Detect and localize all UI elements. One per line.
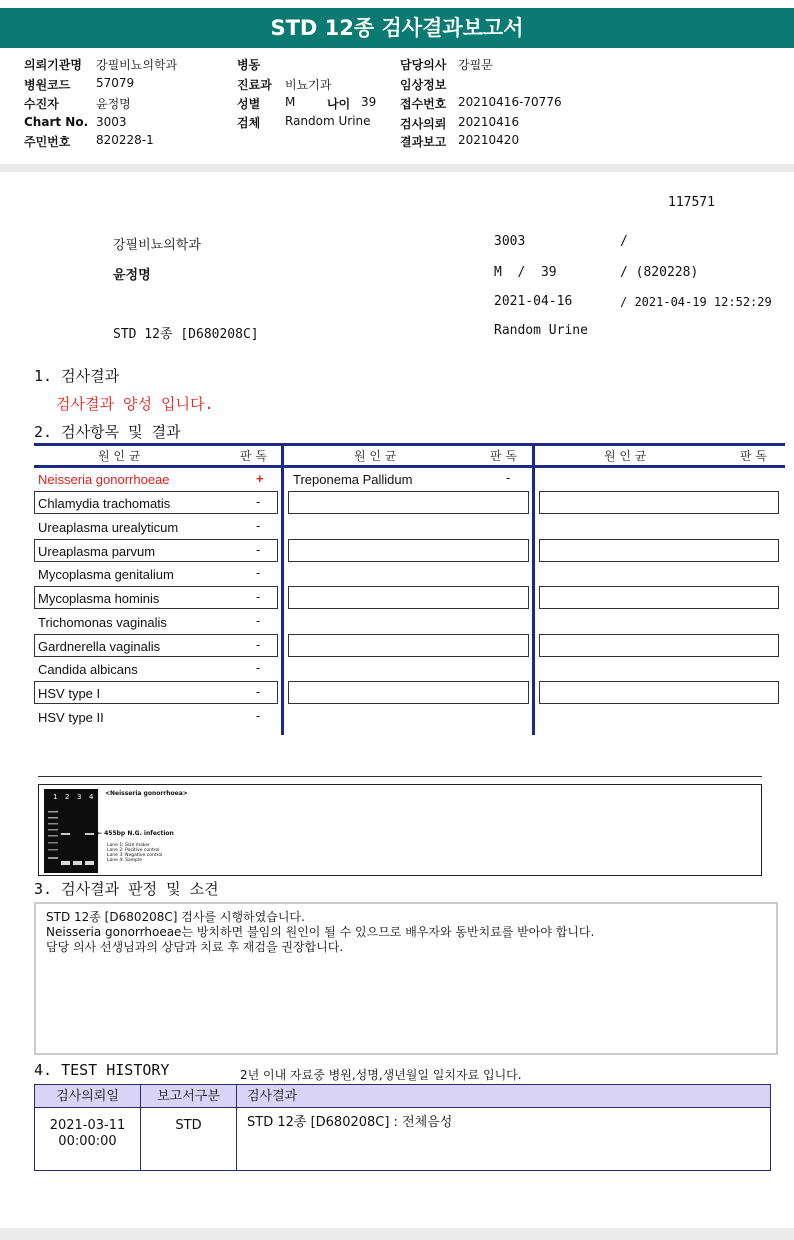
- history-date-cell: [35, 1108, 141, 1171]
- gel-title: <Neisseria gonorrhoea>: [105, 790, 188, 797]
- report-header: [0, 0, 794, 160]
- history-type: STD: [141, 1108, 237, 1171]
- header-label: 결과보고: [400, 135, 447, 149]
- header-divider: [0, 164, 794, 172]
- pathogen-result: -: [256, 518, 261, 533]
- pathogen-name: Gardnerella vaginalis: [38, 639, 161, 654]
- report-datetime: / 2021-04-19 12:52:29: [620, 295, 772, 309]
- section4-title: 4. TEST HISTORY: [34, 1061, 170, 1079]
- table-row: [288, 634, 529, 657]
- table-row: [539, 634, 779, 657]
- header-label: 의뢰기관명: [24, 58, 82, 72]
- header-label: 진료과: [237, 78, 272, 92]
- header-value: 57079: [96, 76, 135, 90]
- pathogen-name: Trichomonas vaginalis: [38, 615, 167, 630]
- pathogen-name: Mycoplasma genitalium: [38, 567, 174, 582]
- gel-bands: [44, 789, 98, 873]
- result-message: 검사결과 양성 입니다.: [56, 395, 214, 413]
- patient-birth: / (820228): [620, 265, 699, 280]
- gel-image-frame: [38, 784, 762, 876]
- header-label: 수진자: [24, 97, 59, 111]
- table-row: [35, 1108, 771, 1171]
- pathogen-result: -: [256, 494, 261, 509]
- pathogen-name: Ureaplasma urealyticum: [38, 520, 179, 535]
- pathogen-result: -: [256, 589, 261, 604]
- history-header-row: [35, 1085, 771, 1108]
- table-row: [288, 539, 529, 562]
- pathogen-name: Chlamydia trachomatis: [38, 496, 171, 511]
- header-value: 3003: [96, 115, 127, 129]
- clinic-name: 강필비뇨의학과: [113, 238, 201, 253]
- separator-slash: /: [620, 234, 628, 249]
- table-col-divider: [532, 443, 535, 735]
- table-row: [539, 681, 779, 704]
- pathogen-name: Mycoplasma hominis: [38, 591, 160, 606]
- gel-legend: [107, 843, 162, 863]
- gel-legend-item: Lane 2: Positive control: [107, 848, 160, 853]
- gel-legend-item: Lane 3: Negative control: [107, 853, 163, 858]
- gel-legend-item: Lane 4: Sample: [107, 858, 142, 863]
- header-label: Chart No.: [24, 115, 89, 129]
- header-value: 20210416-70776: [458, 95, 562, 109]
- pathogen-name: Candida albicans: [38, 662, 138, 677]
- history-date: 2021-03-11: [49, 1118, 126, 1133]
- section3-title: 3. 검사결과 판정 및 소견: [34, 880, 219, 898]
- history-col-header: 검사의뢰일: [35, 1085, 141, 1108]
- header-label: 나이: [327, 97, 351, 111]
- specimen-type: Random Urine: [494, 323, 588, 338]
- header-value: 20210420: [458, 133, 520, 147]
- report-title: STD 12종 검사결과보고서: [0, 8, 794, 48]
- gel-lane-label: 1: [53, 793, 58, 801]
- header-label: 병동: [237, 58, 261, 72]
- gel-top-rule: [38, 776, 762, 777]
- header-value: 강필비뇨의학과: [96, 58, 178, 72]
- patient-sex-age: M / 39: [494, 265, 557, 280]
- chart-number: 3003: [494, 234, 526, 249]
- pathogen-result: -: [256, 684, 261, 699]
- header-label: 임상정보: [400, 78, 447, 92]
- pathogen-result: -: [256, 565, 261, 580]
- header-label: 접수번호: [400, 97, 447, 111]
- table-row: [288, 491, 529, 514]
- gel-band-label: ← 455bp N.G. infection: [97, 830, 174, 837]
- pathogen-result: -: [256, 542, 261, 557]
- pathogen-result: -: [506, 470, 511, 485]
- pathogen-name: HSV type II: [38, 710, 104, 725]
- gel-lane-label: 4: [89, 793, 94, 801]
- table-row: [539, 586, 779, 609]
- header-label: 성별: [237, 97, 261, 111]
- gel-lane-label: 3: [77, 793, 82, 801]
- report-id: 117571: [668, 195, 715, 210]
- header-value: 39: [361, 95, 377, 109]
- test-name: STD 12종 [D680208C]: [113, 327, 259, 342]
- column-header-pathogen: 원 인 균: [604, 449, 647, 463]
- gel-lane-label: 2: [65, 793, 70, 801]
- header-label: 검사의뢰: [400, 117, 447, 131]
- header-value: Random Urine: [285, 114, 371, 128]
- gel-legend-item: Lane 1: Size maker: [107, 843, 150, 848]
- finding-line: Neisseria gonorrhoeae는 방치하면 불임의 원인이 될 수 있으므로 배우자와 동반치료를 받아야 합니다.: [46, 925, 595, 939]
- findings-box: [34, 902, 778, 1055]
- history-col-header: 보고서구분: [141, 1085, 237, 1108]
- pathogen-name: Ureaplasma parvum: [38, 544, 156, 559]
- table-row: [539, 491, 779, 514]
- table-row: [288, 681, 529, 704]
- header-value: 윤정명: [96, 97, 131, 111]
- pathogen-result: -: [256, 613, 261, 628]
- column-header-result: 판 독: [240, 449, 267, 463]
- history-col-header: 검사결과: [237, 1085, 771, 1108]
- pathogen-name: Neisseria gonorrhoeae: [38, 472, 170, 487]
- column-header-pathogen: 원 인 균: [98, 449, 141, 463]
- table-row: [288, 586, 529, 609]
- header-value: 비뇨기과: [285, 78, 332, 92]
- header-label: 주민번호: [24, 135, 71, 149]
- receipt-date: 2021-04-16: [494, 294, 573, 309]
- header-label: 병원코드: [24, 78, 71, 92]
- gel-image: [44, 789, 98, 873]
- section1-title: 1. 검사결과: [34, 367, 120, 385]
- column-header-pathogen: 원 인 균: [354, 449, 397, 463]
- pathogen-result: +: [256, 471, 264, 486]
- column-header-result: 판 독: [490, 449, 517, 463]
- header-value: 20210416: [458, 115, 520, 129]
- table-top-rule: [34, 443, 785, 446]
- footer-band: [0, 1228, 794, 1240]
- pathogen-name: HSV type I: [38, 686, 101, 701]
- history-note: 2년 이내 자료중 병원,성명,생년월일 일치자료 입니다.: [240, 1068, 522, 1082]
- column-header-result: 판 독: [740, 449, 767, 463]
- table-col-divider: [281, 443, 284, 735]
- header-label: 담당의사: [400, 58, 447, 72]
- table-row: [539, 539, 779, 562]
- finding-line: STD 12종 [D680208C] 검사를 시행하였습니다.: [46, 910, 305, 924]
- history-time: 00:00:00: [58, 1134, 117, 1149]
- history-result: STD 12종 [D680208C] : 전체음성: [237, 1108, 771, 1171]
- patient-name: 윤정명: [113, 268, 151, 283]
- header-label: 검체: [237, 116, 261, 130]
- header-value: M: [285, 95, 296, 109]
- pathogen-result: -: [256, 637, 261, 652]
- section2-title: 2. 검사항목 및 결과: [34, 423, 181, 441]
- pathogen-result: -: [256, 708, 261, 723]
- history-table: [34, 1084, 771, 1171]
- header-value: 강필문: [458, 58, 493, 72]
- pathogen-result: -: [256, 660, 261, 675]
- table-head-rule: [34, 465, 785, 468]
- pathogen-name: Treponema Pallidum: [293, 472, 413, 487]
- finding-line: 담당 의사 선생님과의 상담과 치료 후 재검을 권장합니다.: [46, 940, 344, 954]
- header-value: 820228-1: [96, 133, 154, 147]
